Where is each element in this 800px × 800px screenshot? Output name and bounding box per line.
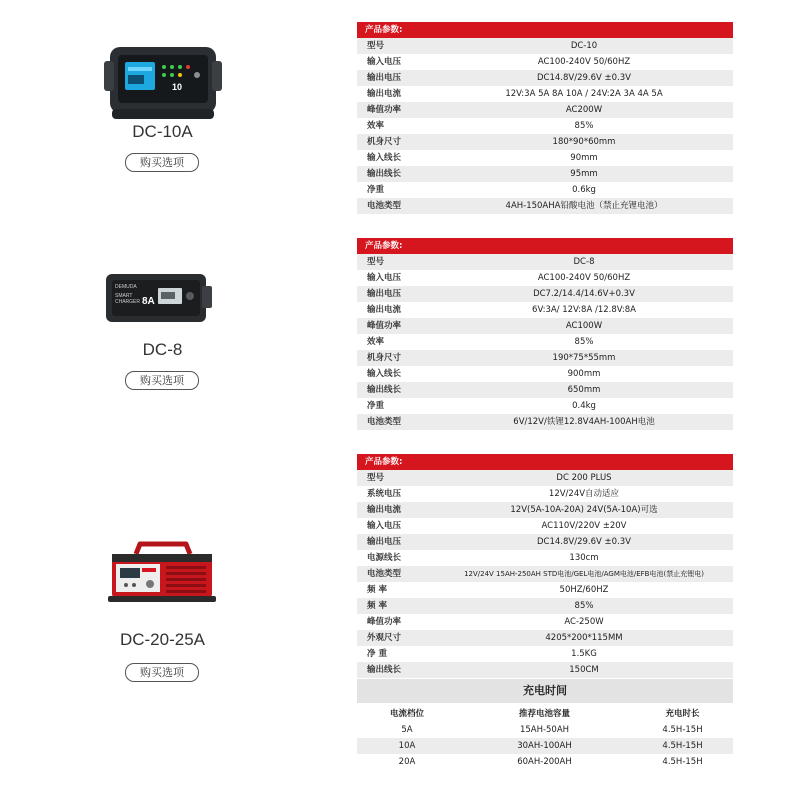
spec-value: AC-250W: [564, 617, 604, 627]
spec-key: 外观尺寸: [357, 630, 435, 646]
spec-key: 频 率: [357, 598, 435, 614]
spec-value: AC110V/220V ±20V: [541, 521, 627, 531]
buy-options-button[interactable]: 购买选项: [125, 153, 199, 172]
spec-value: 4AH-150AHA铅酸电池（禁止充锂电池）: [435, 198, 733, 214]
spec-key: 输出电流: [367, 89, 402, 99]
spec-row: [357, 334, 733, 350]
spec-value: 12V/24V 15AH-250AH STD电池/GEL电池/AGM电池/EFB电池(禁止充锂电): [435, 566, 733, 582]
spec-value: DC-8: [435, 254, 733, 270]
spec-value: 6V/12V/铁锂12.8V4AH-100AH电池: [435, 414, 733, 430]
spec-value: DC-10: [435, 38, 733, 54]
spec-row: [357, 70, 733, 86]
table-row: [357, 738, 733, 754]
spec-key: 型号: [357, 38, 435, 54]
ct-header-cell: 推荐电池容量: [518, 709, 570, 719]
spec-key: 净 重: [367, 649, 387, 659]
spec-table: [357, 454, 733, 770]
spec-value: 85%: [435, 598, 733, 614]
model-name: DC-8: [142, 340, 183, 359]
spec-key: 峰值功率: [357, 102, 435, 118]
spec-value: 90mm: [570, 153, 598, 163]
charge-time-header: [357, 706, 733, 722]
ct-cell: 15AH-50AH: [519, 725, 570, 735]
spec-key: 电池类型: [357, 566, 435, 582]
model-name: DC-20-25A: [119, 630, 206, 649]
spec-key: 效率: [367, 121, 385, 131]
dc8-line2-text: CHARGER: [115, 299, 141, 305]
spec-row: [357, 302, 733, 318]
spec-key: 输入电压: [367, 521, 402, 531]
buy-options-button[interactable]: 购买选项: [125, 371, 199, 390]
spec-row: [357, 502, 733, 518]
spec-key: 机身尺寸: [357, 350, 435, 366]
spec-row: [357, 662, 733, 678]
spec-key: 输入线长: [367, 153, 402, 163]
spec-value: AC100W: [435, 318, 733, 334]
spec-value: 12V/24V自动适应: [548, 489, 620, 499]
spec-row: [357, 398, 733, 414]
spec-row: [357, 86, 733, 102]
spec-key: 输出线长: [357, 662, 435, 678]
spec-row: [357, 486, 733, 502]
charge-time-title: 充电时间: [357, 679, 733, 703]
spec-row: [357, 150, 733, 166]
spec-key: 输出线长: [357, 166, 435, 182]
spec-row: [357, 286, 733, 302]
spec-key: 电池类型: [357, 198, 435, 214]
spec-value: 6V:3A/ 12V:8A /12.8V:8A: [532, 305, 636, 315]
ct-cell: 60AH-200AH: [517, 757, 572, 767]
spec-value: AC100-240V 50/60HZ: [537, 57, 631, 67]
spec-key: 输出电流: [357, 502, 435, 518]
spec-header: 产品参数:: [357, 22, 733, 38]
spec-rows: [357, 254, 733, 430]
spec-row: [357, 198, 733, 214]
dc10-screen-text: 10: [172, 82, 183, 92]
spec-row: [357, 38, 733, 54]
spec-row: [357, 118, 733, 134]
spec-value: 190*75*55mm: [435, 350, 733, 366]
spec-value: 50HZ/60HZ: [559, 585, 609, 595]
spec-value: 95mm: [435, 166, 733, 182]
charge-time-body: [357, 722, 733, 770]
spec-value: 0.4kg: [572, 401, 596, 411]
spec-header: 产品参数:: [357, 454, 733, 470]
ct-cell: 4.5H-15H: [632, 738, 733, 754]
spec-rows: [357, 470, 733, 678]
spec-value: 4205*200*115MM: [435, 630, 733, 646]
spec-key: 输出电压: [357, 534, 435, 550]
spec-row: [357, 382, 733, 398]
dc8-line1-text: SMART: [115, 293, 133, 299]
spec-row: [357, 166, 733, 182]
spec-value: 150CM: [435, 662, 733, 678]
spec-key: 效率: [367, 337, 385, 347]
spec-row: [357, 550, 733, 566]
spec-key: 机身尺寸: [357, 134, 435, 150]
spec-row: [357, 470, 733, 486]
spec-key: 净重: [367, 401, 385, 411]
ct-cell: 30AH-100AH: [457, 738, 632, 754]
spec-key: 输出电流: [367, 305, 402, 315]
spec-row: [357, 182, 733, 198]
spec-key: 输入电压: [367, 273, 402, 283]
spec-key: 电源线长: [367, 553, 402, 563]
spec-value: DC7.2/14.4/14.6V+0.3V: [435, 286, 733, 302]
spec-table: [357, 238, 733, 430]
spec-key: 输出线长: [357, 382, 435, 398]
spec-key: 输出电压: [357, 286, 435, 302]
ct-cell: 10A: [357, 738, 457, 754]
spec-row: [357, 534, 733, 550]
ct-cell: 20A: [398, 757, 416, 767]
spec-row: [357, 598, 733, 614]
spec-row: [357, 366, 733, 382]
table-row: [357, 722, 733, 738]
product-image-dc8: [98, 268, 228, 348]
spec-row: [357, 518, 733, 534]
spec-row: [357, 566, 733, 582]
ct-cell: 4.5H-15H: [662, 725, 703, 735]
spec-value: AC100-240V 50/60HZ: [537, 273, 631, 283]
spec-value: 12V:3A 5A 8A 10A / 24V:2A 3A 4A 5A: [505, 89, 663, 99]
product-image-dc20: [98, 540, 228, 610]
spec-key: 峰值功率: [357, 318, 435, 334]
spec-value: AC200W: [435, 102, 733, 118]
table-row: [357, 754, 733, 770]
ct-header-cell: 充电时长: [665, 709, 700, 719]
ct-cell: 4.5H-15H: [662, 757, 703, 767]
spec-key: 净重: [367, 185, 385, 195]
spec-value: 130cm: [569, 553, 599, 563]
spec-value: 650mm: [435, 382, 733, 398]
spec-row: [357, 350, 733, 366]
spec-key: 系统电压: [367, 489, 402, 499]
spec-key: 输入电压: [367, 57, 402, 67]
spec-row: [357, 318, 733, 334]
spec-rows: [357, 38, 733, 214]
spec-value: 85%: [574, 337, 594, 347]
spec-key: 输出电压: [357, 70, 435, 86]
ct-cell: 5A: [401, 725, 413, 735]
spec-key: 峰值功率: [367, 617, 402, 627]
spec-value: 12V(5A-10A-20A) 24V(5A-10A)可选: [435, 502, 733, 518]
spec-key: 电池类型: [357, 414, 435, 430]
spec-table: [357, 22, 733, 214]
spec-value: 900mm: [567, 369, 601, 379]
spec-row: [357, 54, 733, 70]
spec-value: 1.5KG: [571, 649, 597, 659]
spec-row: [357, 646, 733, 662]
ct-header-cell: 电流档位: [389, 709, 424, 719]
spec-value: DC 200 PLUS: [435, 470, 733, 486]
spec-key: 频 率: [367, 585, 387, 595]
model-name: DC-10A: [132, 122, 193, 141]
spec-row: [357, 270, 733, 286]
spec-value: 85%: [574, 121, 594, 131]
product-image-dc10a: [98, 45, 228, 125]
spec-row: [357, 630, 733, 646]
spec-row: [357, 102, 733, 118]
spec-header: 产品参数:: [357, 238, 733, 254]
spec-key: 输入线长: [367, 369, 402, 379]
dc8-amp-text: 8A: [142, 296, 155, 307]
spec-row: [357, 582, 733, 598]
spec-key: 型号: [357, 254, 435, 270]
spec-value: DC14.8V/29.6V ±0.3V: [435, 70, 733, 86]
spec-key: 型号: [357, 470, 435, 486]
spec-value: DC14.8V/29.6V ±0.3V: [435, 534, 733, 550]
buy-options-button[interactable]: 购买选项: [125, 663, 199, 682]
spec-value: 180*90*60mm: [435, 134, 733, 150]
spec-value: 0.6kg: [572, 185, 596, 195]
spec-row: [357, 254, 733, 270]
spec-row: [357, 134, 733, 150]
dc8-brand-text: DEMUDA: [115, 284, 137, 290]
spec-row: [357, 614, 733, 630]
spec-row: [357, 414, 733, 430]
